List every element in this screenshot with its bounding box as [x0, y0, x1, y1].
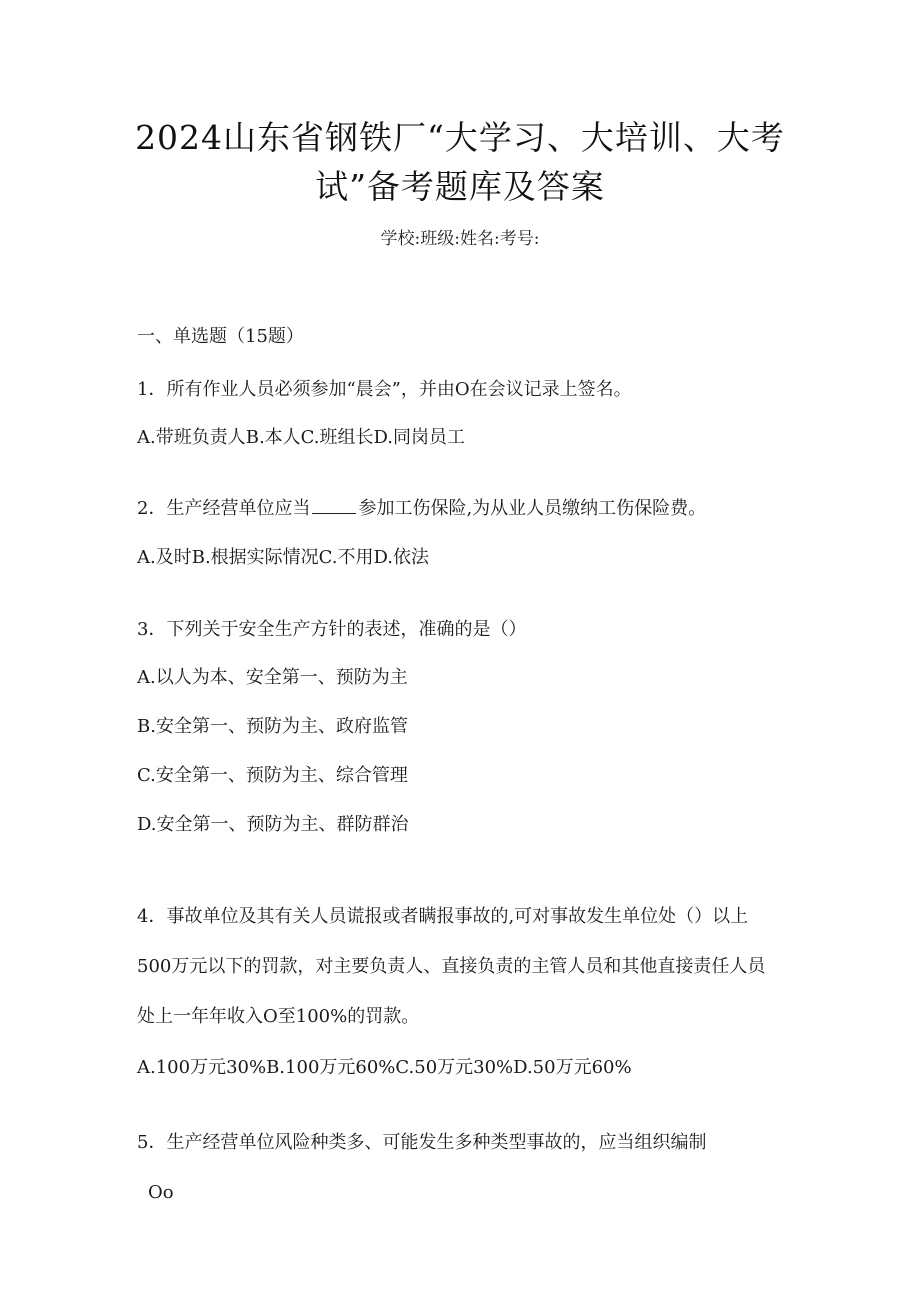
question-5-stem: 5．生产经营单位风险种类多、可能发生多种类型事故的，应当组织编制 [137, 1132, 707, 1153]
question-2-stem [137, 497, 706, 521]
question-5-tail: Oo [148, 1182, 174, 1203]
doc-title-line-1: 2024山东省钢铁厂“大学习、大培训、大考 [135, 118, 785, 157]
question-4-stem-line-1: 4．事故单位及其有关人员谎报或者瞒报事故的,可对事故发生单位处（）以上 [137, 906, 749, 927]
question-2-stem-part-b: 参加工伤保险,为从业人员缴纳工伤保险费。 [358, 498, 707, 519]
student-info-line: 学校:班级:姓名:考号: [380, 229, 540, 249]
question-3-option-a: A.以人为本、安全第一、预防为主 [137, 667, 408, 688]
question-3-option-d: D.安全第一、预防为主、群防群治 [137, 814, 409, 835]
question-4-stem-line-2: 500万元以下的罚款，对主要负责人、直接负责的主管人员和其他直接责任人员 [137, 956, 766, 977]
question-4-stem-line-3: 处上一年年收入O至100%的罚款。 [137, 1006, 420, 1027]
answer-blank [312, 497, 356, 514]
question-2-stem-part-a: 2．生产经营单位应当 [137, 498, 311, 519]
question-1-options: A.带班负责人B.本人C.班组长D.同岗员工 [137, 427, 466, 448]
doc-title-line-2: 试”备考题库及答案 [315, 167, 605, 206]
question-3-stem: 3．下列关于安全生产方针的表述，准确的是（） [137, 619, 527, 640]
question-3-option-c: C.安全第一、预防为主、综合管理 [137, 765, 408, 786]
question-4-options: A.100万元30%B.100万元60%C.50万元30%D.50万元60% [137, 1057, 632, 1078]
question-3-option-b: B.安全第一、预防为主、政府监管 [137, 716, 408, 737]
section-heading: 一、单选题（15题） [137, 326, 304, 347]
question-2-options: A.及时B.根据实际情况C.不用D.依法 [137, 547, 430, 568]
question-1-stem: 1．所有作业人员必须参加“晨会”，并由O在会议记录上签名。 [137, 379, 632, 400]
